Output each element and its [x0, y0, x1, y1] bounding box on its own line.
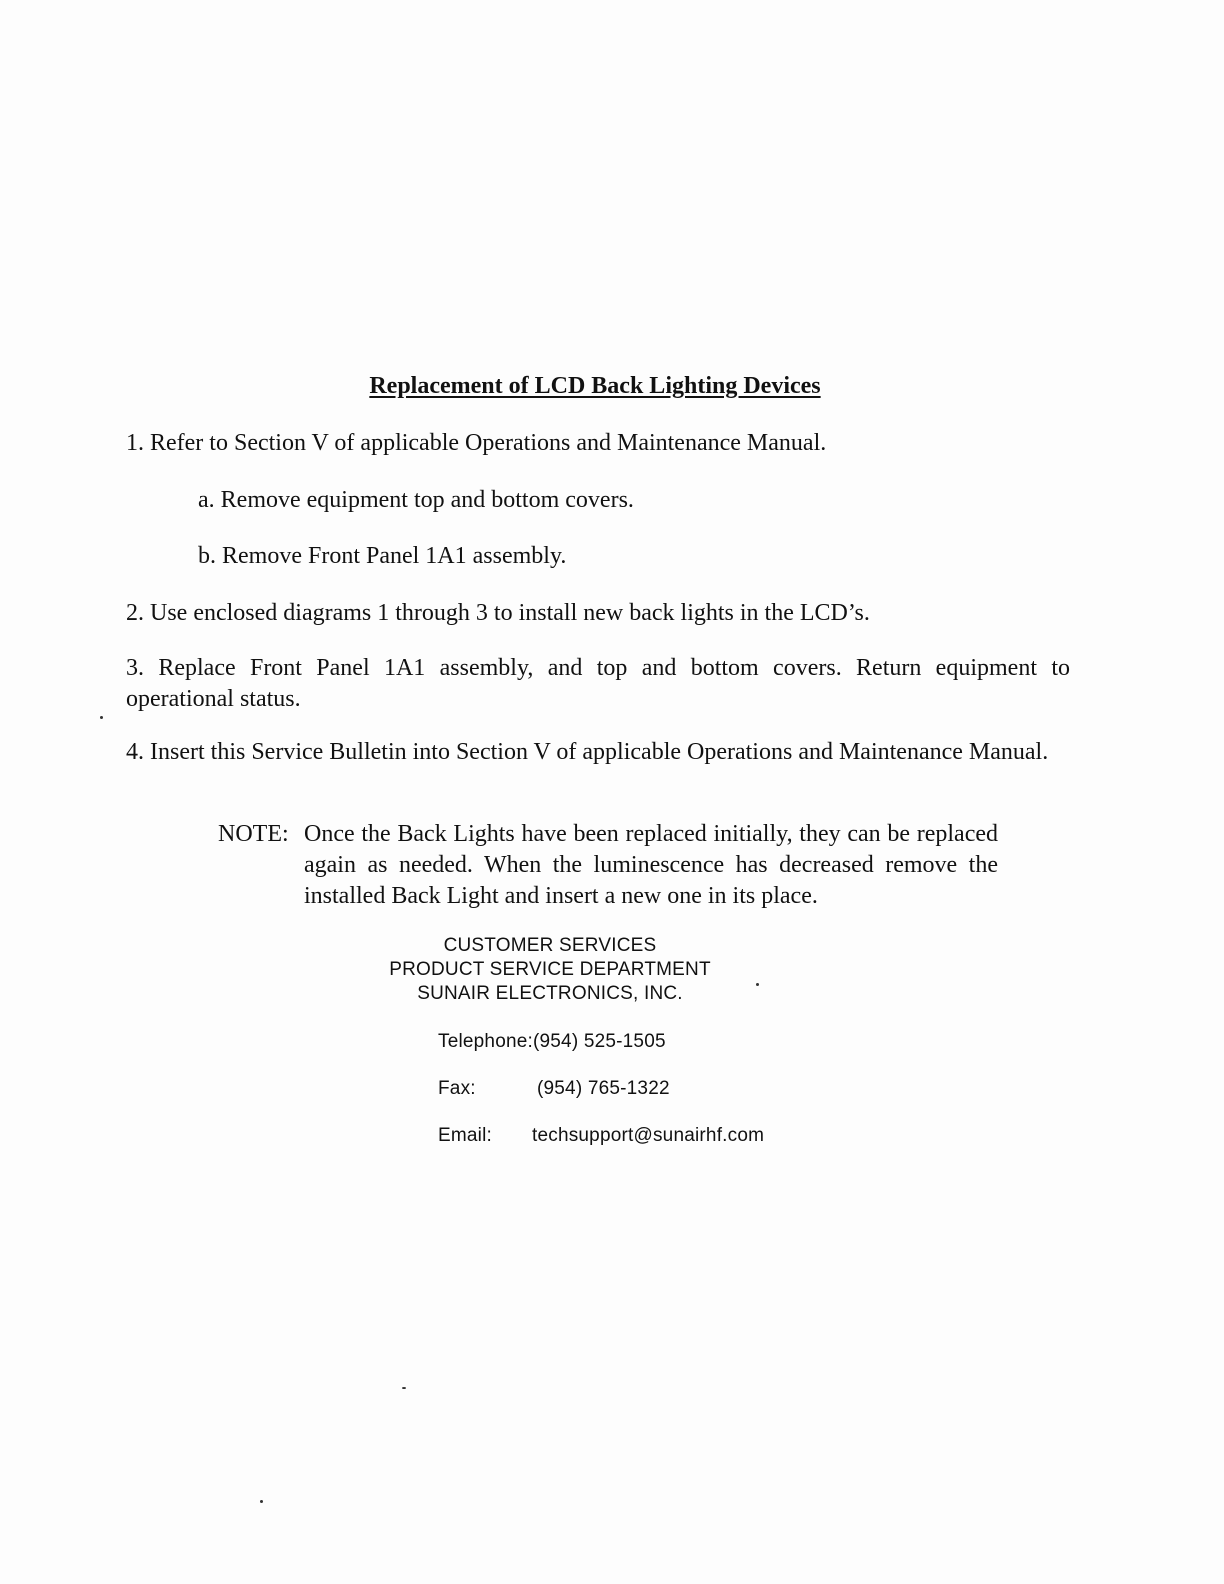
substep-letter: b.	[198, 543, 216, 569]
step-number: 3.	[126, 655, 144, 681]
step-1	[126, 428, 1070, 459]
note-text: Once the Back Lights have been replaced initially, they can be replaced again as needed. When the luminescence has decreased remove the installed Back Light and insert a new one in its place.	[304, 821, 998, 909]
step-text: Replace Front Panel 1A1 assembly, and top and bottom covers. Return equipment to operational status.	[126, 655, 1070, 712]
step-4	[126, 737, 1070, 768]
fax-value: (954) 765-1322	[537, 1078, 670, 1099]
substep-letter: a.	[198, 487, 215, 513]
step-number: 1.	[126, 430, 144, 456]
scan-speck	[402, 1387, 406, 1389]
telephone-label: Telephone:	[438, 1031, 533, 1052]
step-2	[126, 598, 1070, 629]
step-text: Use enclosed diagrams 1 through 3 to install new back lights in the LCD’s.	[150, 600, 870, 626]
substep-a	[198, 485, 1038, 516]
contact-department: PRODUCT SERVICE DEPARTMENT	[389, 959, 711, 980]
contact-customer-services: CUSTOMER SERVICES	[443, 935, 657, 956]
fax-label: Fax:	[438, 1078, 476, 1099]
note-label: NOTE:	[218, 821, 289, 847]
telephone-value: (954) 525-1505	[533, 1031, 666, 1052]
substep-b	[198, 541, 1038, 572]
substep-text: Remove Front Panel 1A1 assembly.	[222, 543, 567, 569]
substep-text: Remove equipment top and bottom covers.	[220, 487, 634, 513]
page-title: Replacement of LCD Back Lighting Devices	[369, 373, 821, 399]
scan-speck	[260, 1500, 263, 1503]
step-number: 4.	[126, 739, 144, 765]
step-text: Refer to Section V of applicable Operations and Maintenance Manual.	[150, 430, 827, 456]
step-3	[126, 653, 1070, 715]
contact-company: SUNAIR ELECTRONICS, INC.	[417, 983, 683, 1004]
scan-speck	[100, 716, 103, 719]
email-label: Email:	[438, 1125, 492, 1146]
email-value: techsupport@sunairhf.com	[532, 1125, 765, 1146]
step-number: 2.	[126, 600, 144, 626]
step-text: Insert this Service Bulletin into Section V of applicable Operations and Maintenance Manual.	[150, 739, 1049, 765]
scan-speck	[756, 983, 759, 986]
